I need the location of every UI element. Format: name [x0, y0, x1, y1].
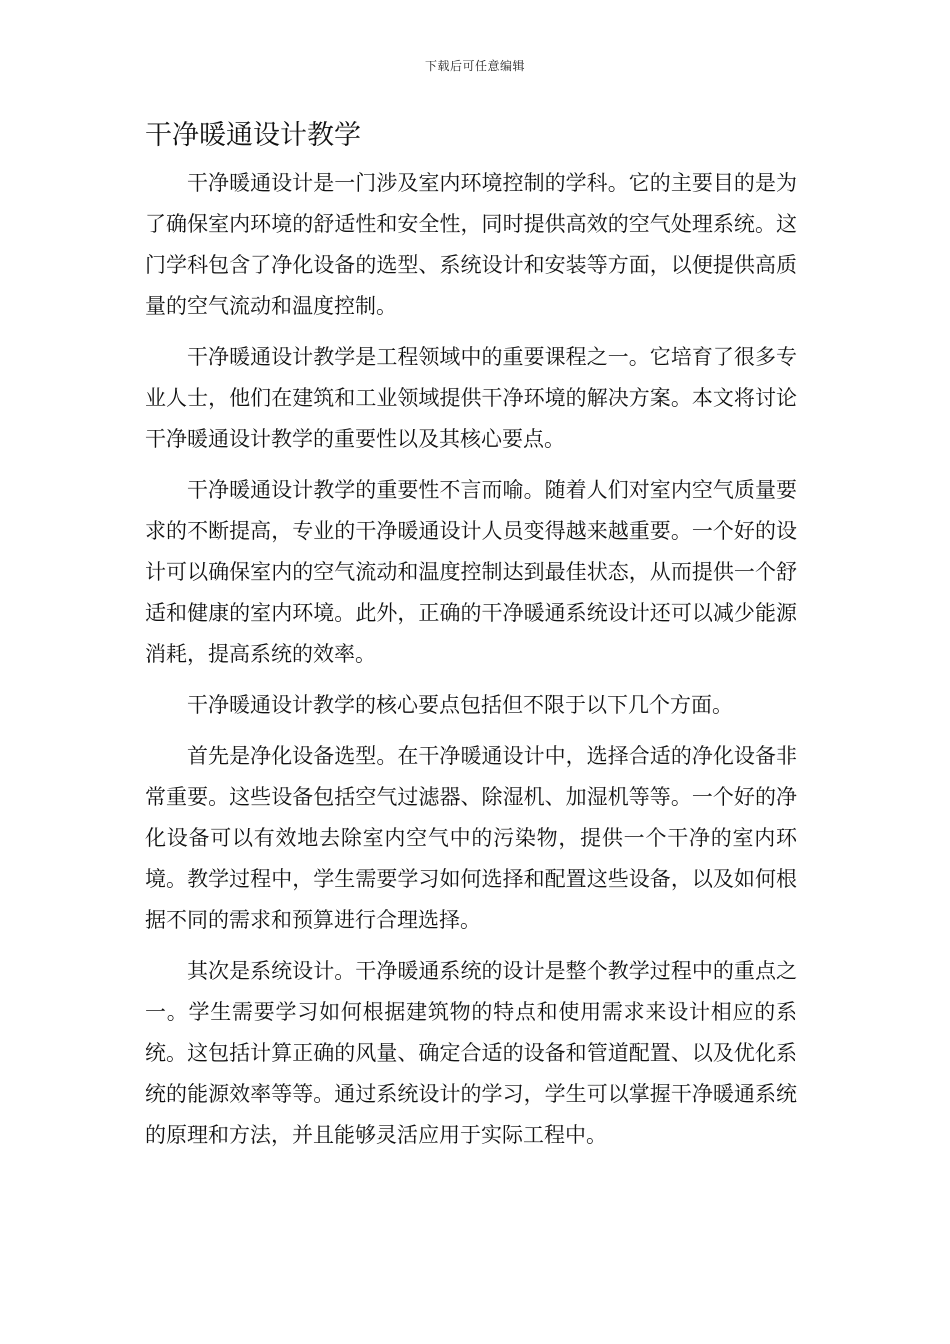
paragraph-3: 干净暖通设计教学的重要性不言而喻。随着人们对室内空气质量要求的不断提高，专业的干净暖通设计人员变得越来越重要。一个好的设计可以确保室内的空气流动和温度控制达到最佳状态，从而提供一个舒适和健康的室内环境。此外，正确的干净暖通系统设计还可以减少能源消耗，提高系统的效率。 [145, 478, 797, 666]
paragraph-1: 干净暖通设计是一门涉及室内环境控制的学科。它的主要目的是为了确保室内环境的舒适性和安全性，同时提供高效的空气处理系统。这门学科包含了净化设备的选型、系统设计和安装等方面，以便提供高质量的空气流动和温度控制。 [145, 171, 797, 318]
paragraph-5: 首先是净化设备选型。在干净暖通设计中，选择合适的净化设备非常重要。这些设备包括空气过滤器、除湿机、加湿机等等。一个好的净化设备可以有效地去除室内空气中的污染物，提供一个干净的室内环境。教学过程中，学生需要学习如何选择和配置这些设备，以及如何根据不同的需求和预算进行合理选择。 [145, 744, 797, 932]
document-title: 干净暖通设计教学 [145, 120, 361, 151]
paragraph-4: 干净暖通设计教学的核心要点包括但不限于以下几个方面。 [187, 693, 733, 717]
header-note: 下载后可任意编辑 [424, 59, 525, 73]
paragraph-6: 其次是系统设计。干净暖通系统的设计是整个教学过程中的重点之一。学生需要学习如何根据建筑物的特点和使用需求来设计相应的系统。这包括计算正确的风量、确定合适的设备和管道配置、以及优化系统的能源效率等等。通过系统设计的学习，学生可以掌握干净暖通系统的原理和方法，并且能够灵活应用于实际工程中。 [145, 959, 797, 1147]
document-body [145, 163, 797, 1166]
paragraph-2: 干净暖通设计教学是工程领域中的重要课程之一。它培育了很多专业人士，他们在建筑和工业领域提供干净环境的解决方案。本文将讨论干净暖通设计教学的重要性以及其核心要点。 [145, 345, 797, 451]
